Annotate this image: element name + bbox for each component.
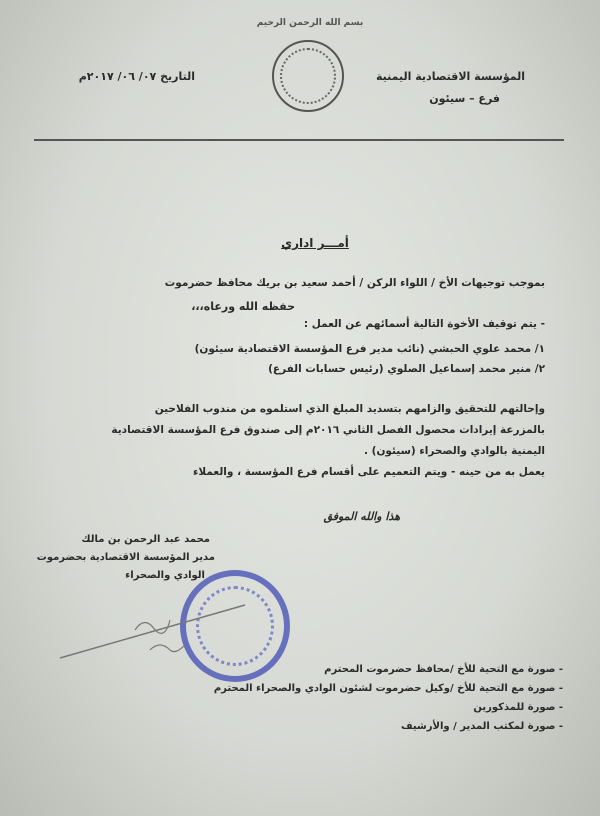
header-divider — [34, 139, 564, 141]
intro-line: بموجب توجيهات الأخ / اللواء الركن / أحمد سعيد بن بريك محافظ حضرموت — [164, 277, 545, 289]
closing: هذا والله الموفق — [323, 510, 400, 523]
cc-line: - صورة مع التحية للأخ /محافظ حضرموت المحترم — [324, 664, 563, 675]
body-line: يعمل به من حينه - ويتم التعميم على أقسام فرع المؤسسة ، والعملاء — [193, 466, 545, 478]
signatory-region: الوادي والصحراء — [125, 570, 205, 581]
suspension-line: - يتم توقيف الأخوة التالية أسمائهم عن العمل : — [303, 318, 545, 330]
body-line: وإحالتهم للتحقيق والزامهم بتسديد المبلغ الذي استلموه من مندوب الفلاحين — [154, 403, 545, 415]
basmala: بسم الله الرحمن الرحيم — [256, 18, 364, 28]
cc-line: - صورة للمذكورين — [473, 702, 563, 713]
name-item: ٢/ منير محمد إسماعيل الصلوي (رئيس حسابات الفرع) — [268, 363, 545, 375]
body-line: بالمزرعة إيرادات محصول الفصل الثاني ٢٠١٦م إلى صندوق فرع المؤسسة الاقتصادية — [111, 424, 545, 436]
branch-name: فرع – سيئون — [429, 92, 500, 105]
cc-line: - صورة لمكتب المدير / والأرشيف — [400, 721, 563, 732]
signatory-title: مدير المؤسسة الاقتصادية بحضرموت — [36, 552, 215, 563]
document-title: أمـــر اداري — [281, 236, 349, 250]
cc-line: - صورة مع التحية للأخ /وكيل حضرموت لشئون الوادي والصحراء المحترم — [213, 683, 563, 694]
intro-line: حفظه الله ورعاه،،، — [191, 300, 295, 313]
document-date: التاريخ ٠٧/ ٠٦/ ٢٠١٧م — [78, 70, 195, 83]
handwritten-signature — [55, 600, 285, 660]
name-item: ١/ محمد علوي الحبشي (نائب مدير فرع المؤسسة الاقتصادية سيئون) — [194, 343, 545, 355]
header-seal-icon — [272, 40, 344, 112]
body-line: اليمنية بالوادي والصحراء (سيئون) . — [364, 445, 545, 457]
signatory-name: محمد عبد الرحمن بن مالك — [81, 534, 210, 545]
org-name: المؤسسة الاقتصادية اليمنية — [376, 70, 525, 83]
